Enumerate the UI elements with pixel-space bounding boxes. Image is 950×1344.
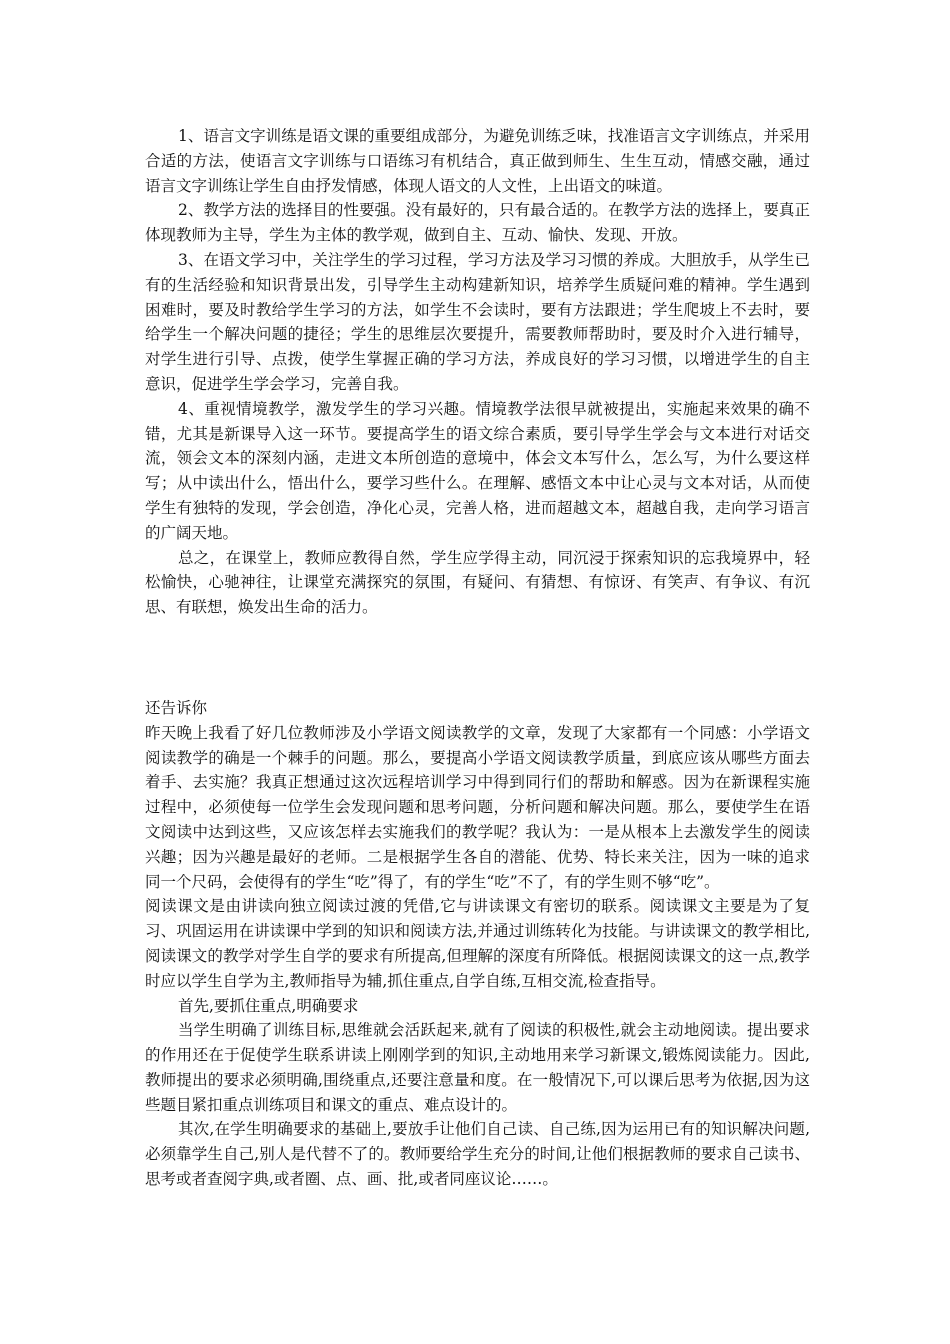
- section-heading: 还告诉你: [145, 698, 208, 717]
- paragraph-intro: 昨天晚上我看了好几位教师涉及小学语文阅读教学的文章，发现了大家都有一个同感：小学语文阅读教学的确是一个棘手的问题。那么，要提高小学语文阅读教学质量，到底应该从哪些方面去着手、去实施？我真正想通过这次远程培训学习中得到同行们的帮助和解惑。因为在新课程实施过程中，必须使每一位学生会发现问题和思考问题，分析问题和解决问题。那么，要使学生在语文阅读中达到这些，又应该怎样去实施我们的教学呢？我认为：一是从根本上去激发学生的阅读兴趣；因为兴趣是最好的老师。二是根据学生各自的潜能、优势、特长来关注，因为一味的追求同一个尺码，会使得有的学生“吃”得了，有的学生“吃”不了，有的学生则不够“吃”。: [145, 723, 810, 891]
- paragraph-point-1: 1、语言文字训练是语文课的重要组成部分，为避免训练乏味，找准语言文字训练点，并采用合适的方法，使语言文字训练与口语练习有机结合，真正做到师生、生生互动，情感交融，通过语言文字训练让学生自由抒发情感，体现人语文的人文性，上出语文的味道。: [145, 127, 810, 195]
- paragraph-second: 其次,在学生明确要求的基础上,要放手让他们自己读、自己练,因为运用已有的知识解决问题,必须靠学生自己,别人是代替不了的。教师要给学生充分的时间,让他们根据教师的要求自己读书、思考或者查阅字典,或者圈、点、画、批,或者同座议论……。: [145, 1120, 810, 1189]
- paragraph-first: 当学生明确了训练目标,思维就会活跃起来,就有了阅读的积极性,就会主动地阅读。提出要求的作用还在于促使学生联系讲读上刚刚学到的知识,主动地用来学习新课文,锻炼阅读能力。因此,教师提出的要求必须明确,围绕重点,还要注意量和度。在一般情况下,可以课后思考为依据,因为这些题目紧扣重点训练项目和课文的重点、难点设计的。: [145, 1021, 810, 1114]
- paragraph-summary: 总之，在课堂上，教师应教得自然，学生应学得主动，同沉浸于探索知识的忘我境界中，轻松愉快，心驰神往，让课堂充满探究的氛围，有疑问、有猜想、有惊讶、有笑声、有争议、有沉思、有联想，焕发出生命的活力。: [145, 548, 810, 617]
- subheading-first: 首先,要抓住重点,明确要求: [178, 996, 359, 1015]
- paragraph-point-2: 2、教学方法的选择目的性要强。没有最好的，只有最合适的。在教学方法的选择上，要真正体现教师为主导，学生为主体的教学观，做到自主、互动、愉快、发现、开放。: [145, 201, 810, 245]
- paragraph-point-3: 3、在语文学习中，关注学生的学习过程，学习方法及学习习惯的养成。大胆放手，从学生已有的生活经验和知识背景出发，引导学生主动构建新知识，培养学生质疑问难的精神。学生遇到困难时，要及时教给学生学习的方法，如学生不会读时，要有方法跟进；学生爬坡上不去时，要给学生一个解决问题的捷径；学生的思维层次要提升，需要教师帮助时，要及时介入进行辅导，对学生进行引导、点拨，使学生掌握正确的学习方法，养成良好的学习习惯，以增进学生的自主意识，促进学生学会学习，完善自我。: [145, 250, 810, 393]
- paragraph-reading-text: 阅读课文是由讲读向独立阅读过渡的凭借,它与讲读课文有密切的联系。阅读课文主要是为了复习、巩固运用在讲读课中学到的知识和阅读方法,并通过训练转化为技能。与讲读课文的教学相比,阅读课文的教学对学生自学的要求有所提高,但理解的深度有所降低。根据阅读课文的这一点,教学时应以学生自学为主,教师指导为辅,抓住重点,自学自练,互相交流,检查指导。: [145, 897, 810, 990]
- document-page: [145, 124, 810, 1192]
- paragraph-point-4: 4、重视情境教学，激发学生的学习兴趣。情境教学法很早就被提出，实施起来效果的确不错，尤其是新课导入这一环节。要提高学生的语文综合素质，要引导学生学会与文本进行对话交流，领会文本的深刻内涵，走进文本所创造的意境中，体会文本写什么，怎么写，为什么要这样写；从中读出什么，悟出什么，要学习些什么。在理解、感悟文本中让心灵与文本对话，从而使学生有独特的发现，学会创造，净化心灵，完善人格，进而超越文本，超越自我，走向学习语言的广阔天地。: [145, 399, 810, 542]
- section-gap: [145, 620, 810, 696]
